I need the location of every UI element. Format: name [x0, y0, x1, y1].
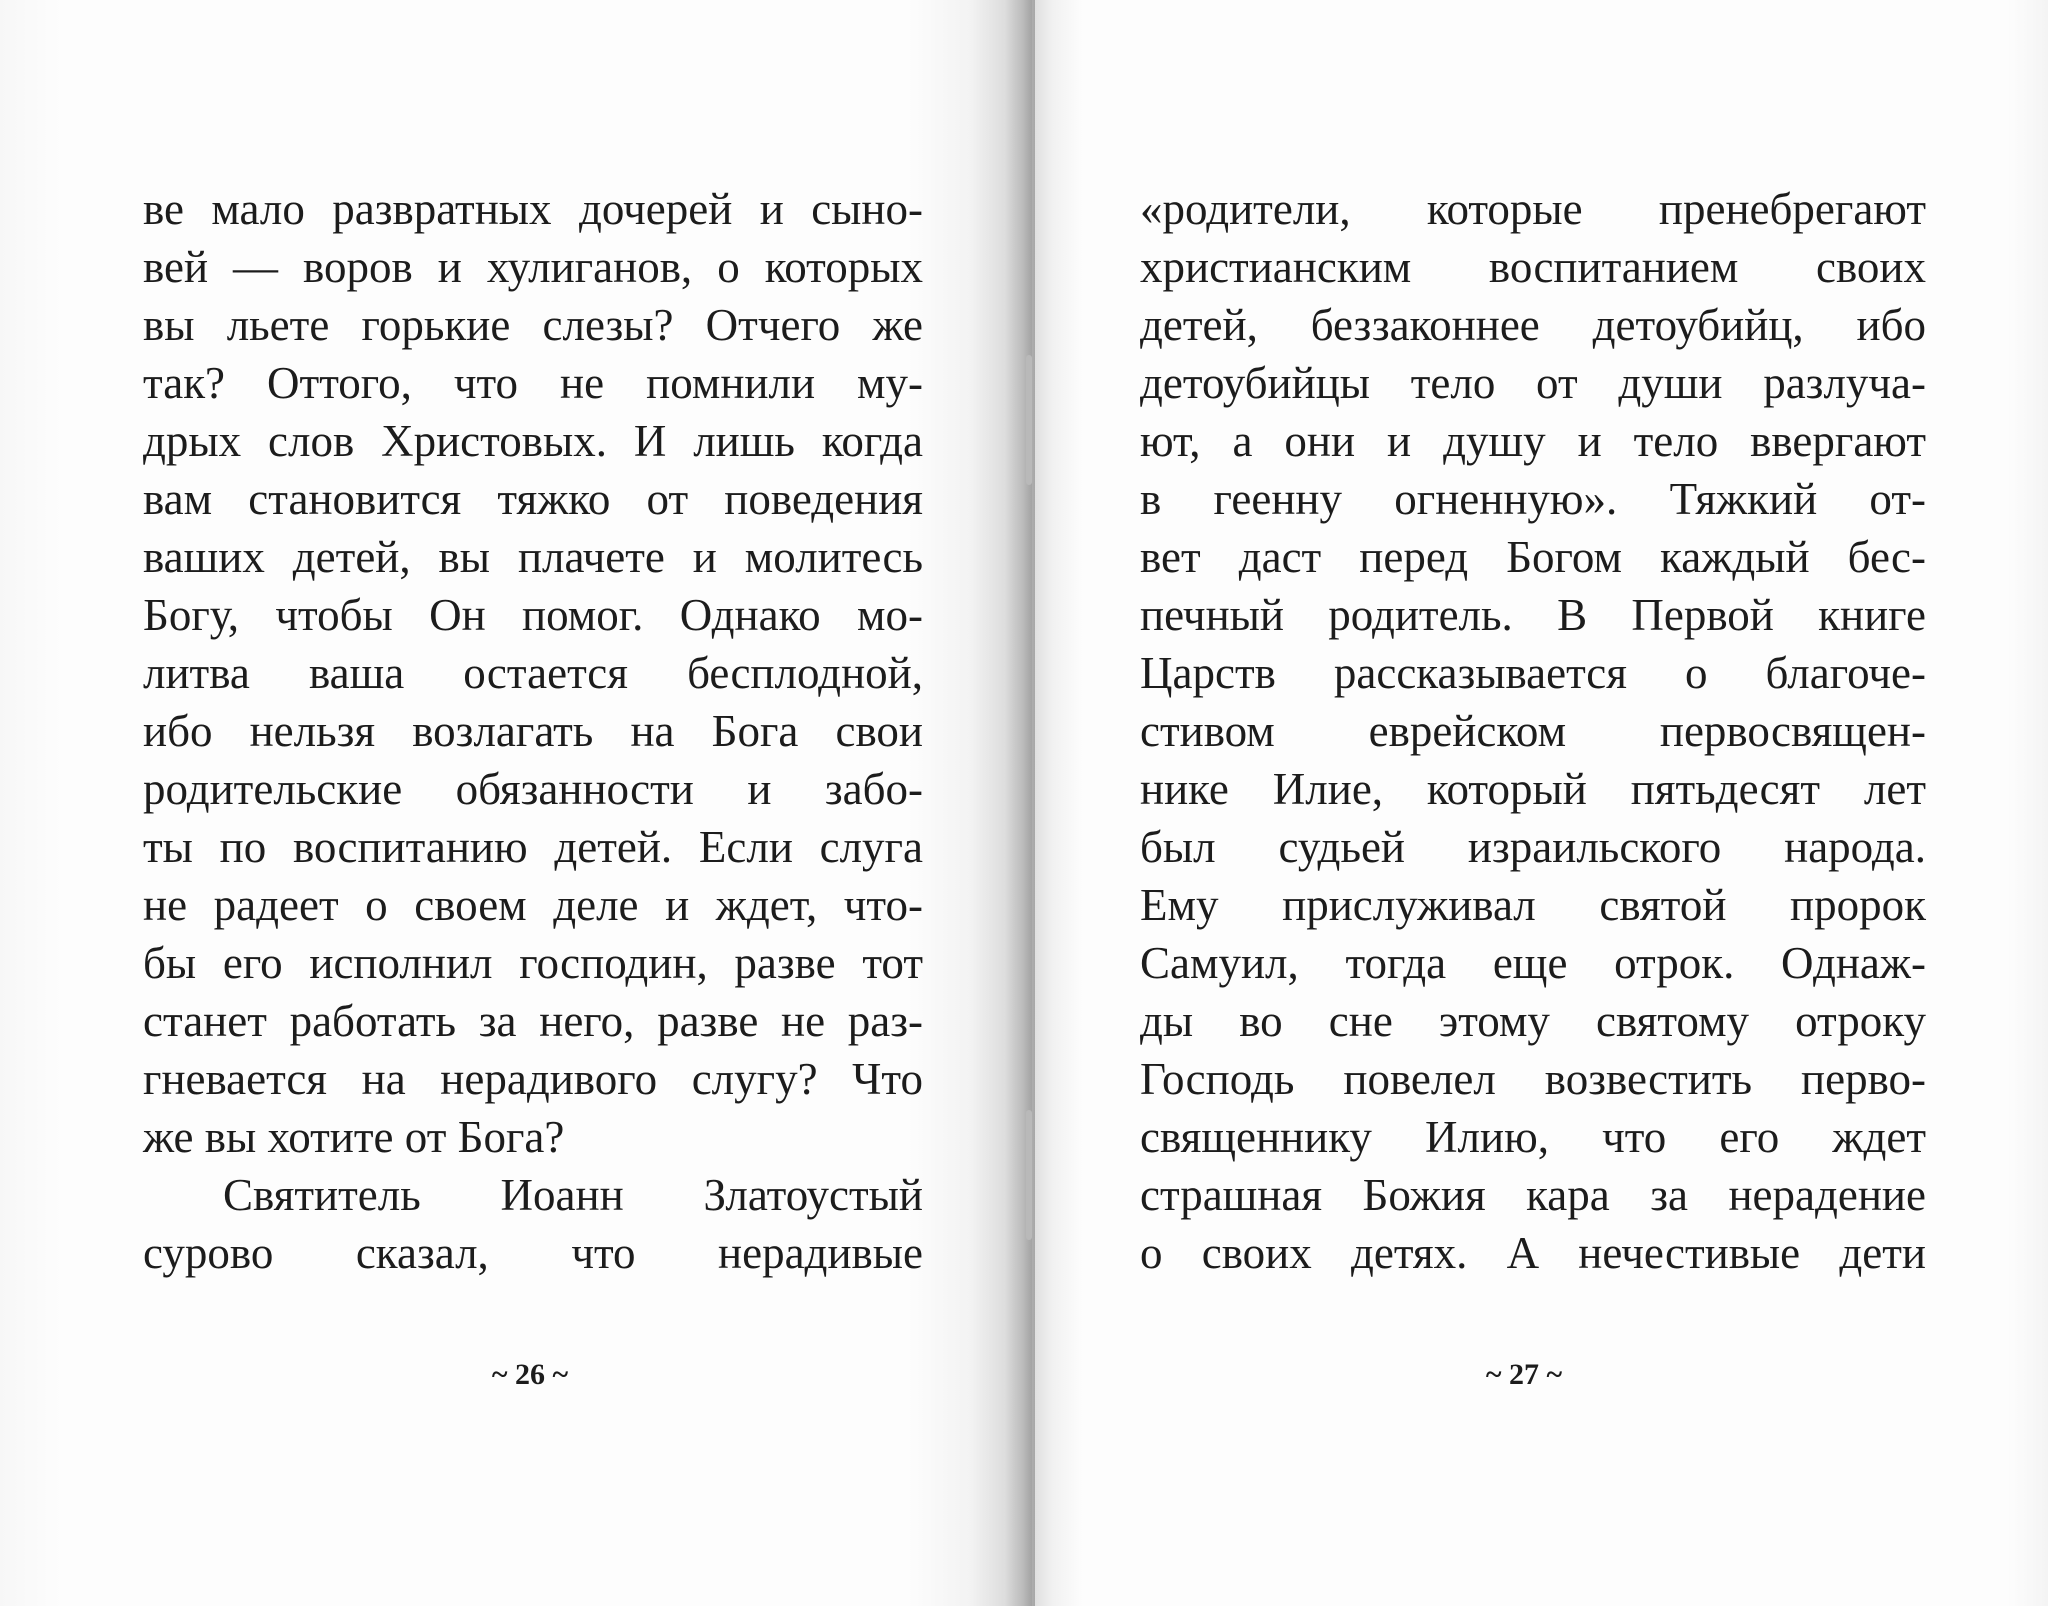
text-line: священнику Илию, что его ждет [1140, 1112, 1926, 1162]
text-line: так? Оттого, что не помнили му- [143, 358, 923, 408]
text-line: нике Илие, который пятьдесят лет [1140, 764, 1926, 814]
text-line: был судьей израильского народа. [1140, 822, 1926, 872]
text-line: бы его исполнил господин, разве тот [143, 938, 923, 988]
text-line: литва ваша остается бесплодной, [143, 648, 923, 698]
text-line: о своих детях. А нечестивые дети [1140, 1228, 1926, 1278]
binding-stitch [1026, 355, 1032, 485]
left-page-text [143, 180, 923, 1282]
text-line: Самуил, тогда еще отрок. Однаж- [1140, 938, 1926, 988]
text-line: гневается на нерадивого слугу? Что [143, 1054, 923, 1104]
text-line: сурово сказал, что нерадивые [143, 1228, 923, 1278]
text-line: Святитель Иоанн Златоустый [223, 1170, 923, 1220]
text-line: станет работать за него, разве не раз- [143, 996, 923, 1046]
text-line: детоубийцы тело от души разлуча- [1140, 358, 1926, 408]
text-line: вам становится тяжко от поведения [143, 474, 923, 524]
text-line: христианским воспитанием своих [1140, 242, 1926, 292]
text-line: Господь повелел возвестить перво- [1140, 1054, 1926, 1104]
text-line: вей — воров и хулиганов, о которых [143, 242, 923, 292]
text-line: детей, беззаконнее детоубийц, ибо [1140, 300, 1926, 350]
text-line: стивом еврейском первосвящен- [1140, 706, 1926, 756]
right-page [1032, 0, 2048, 1606]
text-line: в геенну огненную». Тяжкий от- [1140, 474, 1926, 524]
text-line: ды во сне этому святому отроку [1140, 996, 1926, 1046]
binding-stitch [1026, 1110, 1032, 1240]
text-line: страшная Божия кара за нерадение [1140, 1170, 1926, 1220]
text-line: вы льете горькие слезы? Отчего же [143, 300, 923, 350]
text-line: же вы хотите от Бога? [143, 1112, 565, 1162]
right-page-text [1140, 180, 1926, 1282]
binding-gutter [1005, 0, 1035, 1606]
text-line: Ему прислуживал святой пророк [1140, 880, 1926, 930]
page-number-left: ~ 26 ~ [491, 1358, 569, 1391]
text-line: ибо нельзя возлагать на Бога свои [143, 706, 923, 756]
text-line: печный родитель. В Первой книге [1140, 590, 1926, 640]
text-line: не радеет о своем деле и ждет, что- [143, 880, 923, 930]
text-line: Богу, чтобы Он помог. Однако мо- [143, 590, 923, 640]
text-line: Царств рассказывается о благоче- [1140, 648, 1926, 698]
text-line: родительские обязанности и забо- [143, 764, 923, 814]
text-line: дрых слов Христовых. И лишь когда [143, 416, 923, 466]
text-line: ют, а они и душу и тело ввергают [1140, 416, 1926, 466]
text-line: ве мало развратных дочерей и сыно- [143, 184, 923, 234]
page-number-right: ~ 27 ~ [1485, 1358, 1563, 1391]
text-line: ваших детей, вы плачете и молитесь [143, 532, 923, 582]
text-line: вет даст перед Богом каждый бес- [1140, 532, 1926, 582]
text-line: «родители, которые пренебрегают [1140, 184, 1926, 234]
text-line: ты по воспитанию детей. Если слуга [143, 822, 923, 872]
